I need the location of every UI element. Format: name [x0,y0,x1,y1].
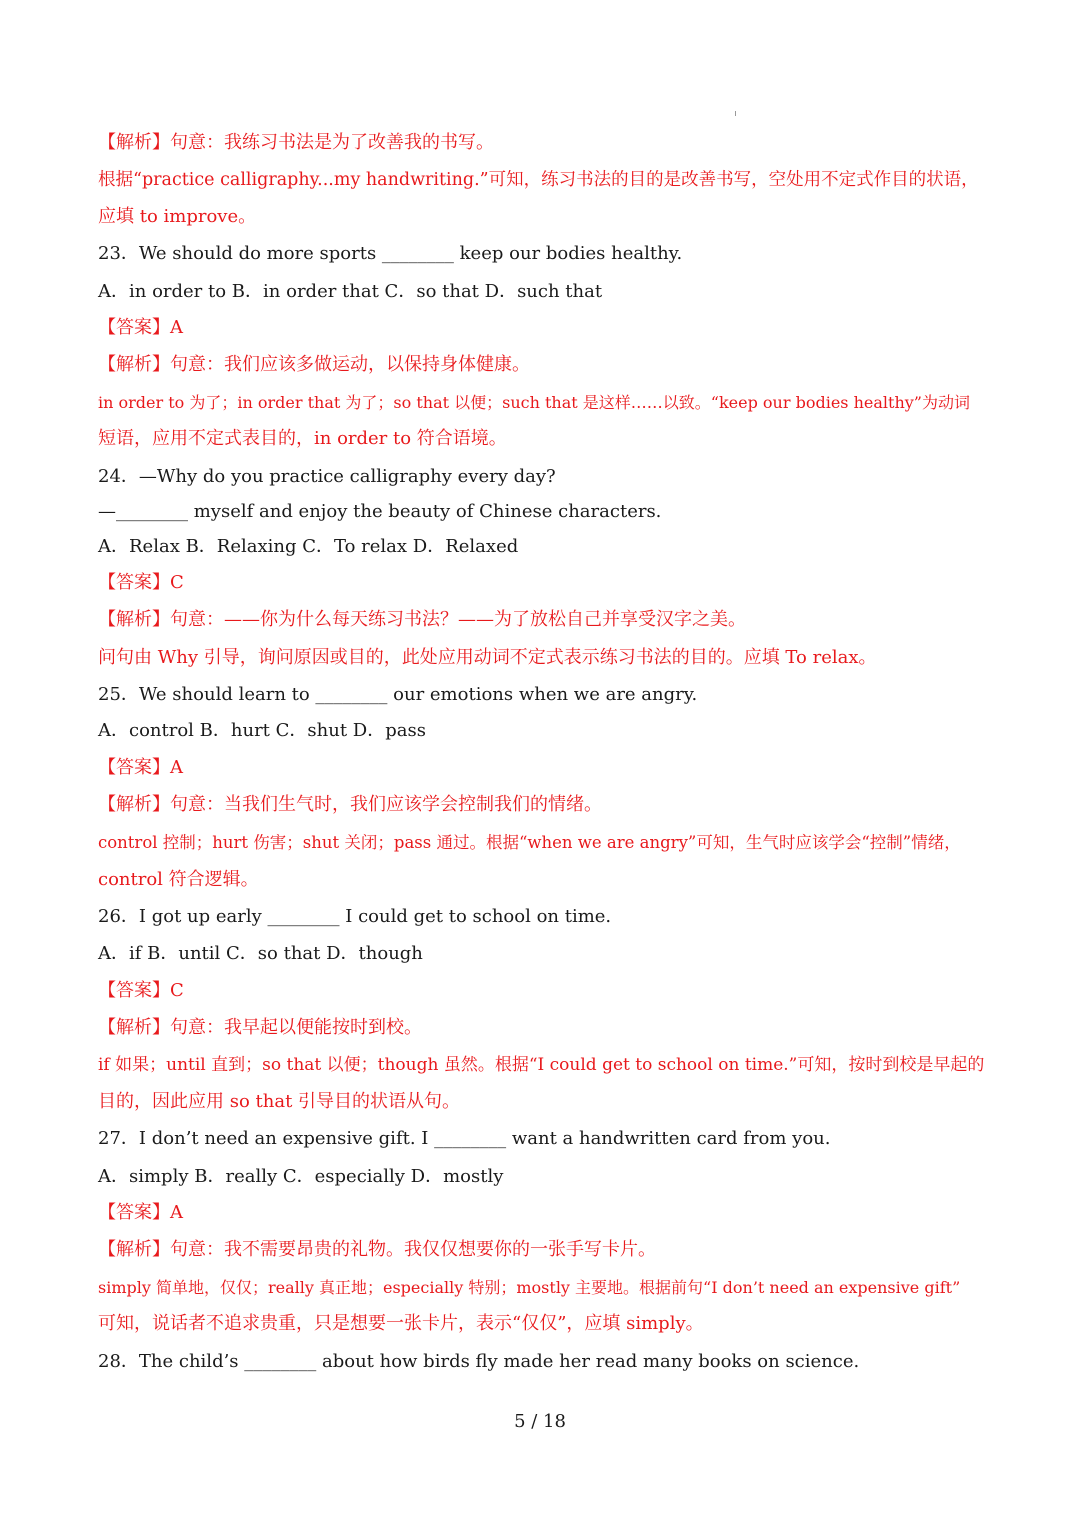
analysis-line: 【解析】句意：我早起以便能按时到校。 [98,1017,422,1038]
options-26: A．if B．until C．so that D．though [98,943,423,964]
question-24-reply: —________ myself and enjoy the beauty of Chinese characters. [98,501,662,522]
answer-27: 【答案】A [98,1202,183,1223]
scan-mark [735,111,736,116]
answer-24: 【答案】C [98,572,184,593]
options-23: A．in order to B．in order that C．so that D．such that [98,281,603,302]
analysis-line: 【解析】句意：当我们生气时，我们应该学会控制我们的情绪。 [98,794,602,815]
analysis-line: 【解析】句意：我不需要昂贵的礼物。我仅仅想要你的一张手写卡片。 [98,1239,656,1260]
analysis-line: 可知，说话者不追求贵重，只是想要一张卡片，表示“仅仅”，应填 simply。 [98,1313,704,1334]
analysis-line: simply 简单地，仅仅；really 真正地；especially 特别；mostly 主要地。根据前句“I don’t need an expensive gift” [98,1278,961,1297]
analysis-line: control 符合逻辑。 [98,869,259,890]
analysis-line: 【解析】句意：我们应该多做运动，以保持身体健康。 [98,354,530,375]
analysis-line: 应填 to improve。 [98,206,257,227]
analysis-line: if 如果；until 直到；so that 以便；though 虽然。根据“I could get to school on time.”可知，按时到校是早起的 [98,1055,985,1075]
answer-23: 【答案】A [98,317,183,338]
analysis-line: control 控制；hurt 伤害；shut 关闭；pass 通过。根据“when we are angry”可知，生气时应该学会“控制”情绪， [98,833,961,852]
question-26: 26．I got up early ________ I could get to school on time. [98,906,612,927]
options-25: A．control B．hurt C．shut D．pass [98,720,426,741]
answer-26: 【答案】C [98,980,184,1001]
answer-25: 【答案】A [98,757,183,778]
analysis-line: in order to 为了；in order that 为了；so that 以便；such that 是这样……以致。“keep our bodies healthy”为动词 [98,393,970,412]
analysis-line: 【解析】句意：我练习书法是为了改善我的书写。 [98,132,494,153]
analysis-line: 【解析】句意：——你为什么每天练习书法？——为了放松自己并享受汉字之美。 [98,609,746,630]
question-25: 25．We should learn to ________ our emotions when we are angry. [98,684,698,705]
options-27: A．simply B．really C．especially D．mostly [98,1166,504,1187]
options-24: A．Relax B．Relaxing C．To relax D．Relaxed [98,536,519,557]
question-27: 27．I don’t need an expensive gift. I ________ want a handwritten card from you. [98,1128,831,1149]
analysis-line: 短语，应用不定式表目的，in order to 符合语境。 [98,428,507,449]
question-28: 28．The child’s ________ about how birds fly made her read many books on science. [98,1351,860,1372]
question-23: 23．We should do more sports ________ keep our bodies healthy. [98,243,683,264]
question-24: 24．—Why do you practice calligraphy every day? [98,466,556,487]
analysis-line: 目的，因此应用 so that 引导目的状语从句。 [98,1091,461,1112]
page-number: 5 / 18 [514,1411,566,1432]
analysis-line: 根据“practice calligraphy...my handwriting.”可知，练习书法的目的是改善书写，空处用不定式作目的状语， [98,170,979,190]
analysis-line: 问句由 Why 引导，询问原因或目的，此处应用动词不定式表示练习书法的目的。应填 To relax。 [98,647,877,668]
